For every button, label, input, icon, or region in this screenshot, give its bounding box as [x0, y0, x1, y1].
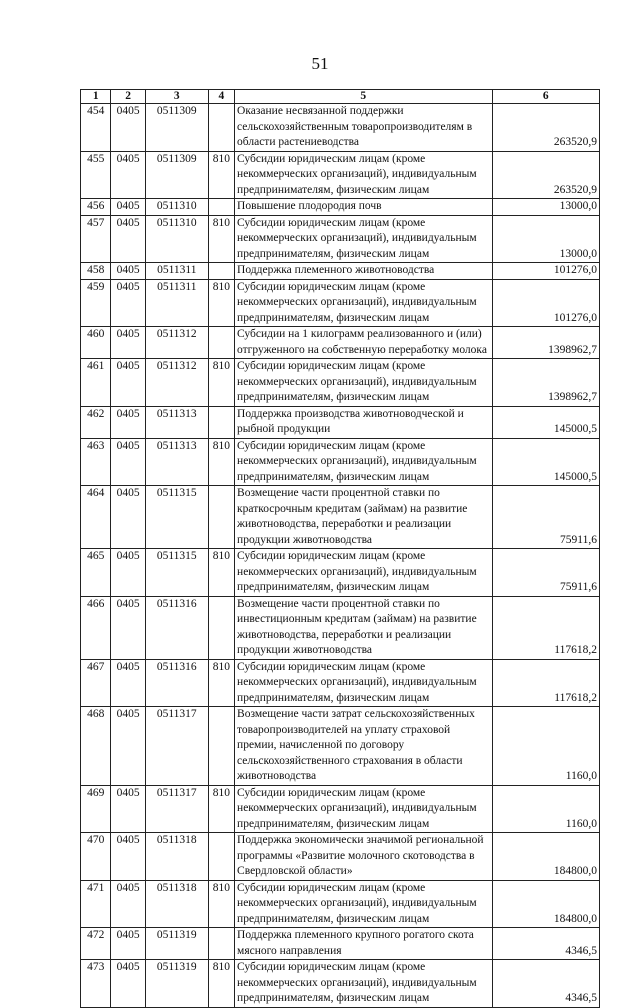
expense-type-cell: 810 — [208, 438, 234, 486]
table-row — [81, 151, 600, 199]
section-code-cell: 0405 — [111, 359, 145, 407]
target-article-cell: 0511313 — [145, 406, 208, 438]
table-row — [81, 707, 600, 786]
amount-cell: 1160,0 — [492, 785, 599, 833]
row-number-cell: 459 — [81, 279, 111, 327]
expense-type-cell — [208, 199, 234, 216]
row-number-cell: 460 — [81, 327, 111, 359]
target-article-cell: 0511318 — [145, 833, 208, 881]
expense-type-cell: 810 — [208, 359, 234, 407]
row-number-cell: 469 — [81, 785, 111, 833]
row-number-cell: 465 — [81, 549, 111, 597]
row-number-cell: 470 — [81, 833, 111, 881]
section-code-cell: 0405 — [111, 596, 145, 659]
column-header: 3 — [145, 90, 208, 104]
expense-type-cell — [208, 928, 234, 960]
amount-cell: 1398962,7 — [492, 327, 599, 359]
amount-cell: 184800,0 — [492, 833, 599, 881]
table-row — [81, 215, 600, 263]
expense-type-cell: 810 — [208, 279, 234, 327]
expense-type-cell — [208, 327, 234, 359]
section-code-cell: 0405 — [111, 659, 145, 707]
column-header: 1 — [81, 90, 111, 104]
amount-cell: 117618,2 — [492, 596, 599, 659]
description-cell: Возмещение части процентной ставки по краткосрочным кредитам (займам) на развитие животноводства, переработки и реализации продукции животноводства — [235, 486, 492, 549]
target-article-cell: 0511312 — [145, 327, 208, 359]
expense-type-cell — [208, 596, 234, 659]
expense-type-cell — [208, 707, 234, 786]
section-code-cell: 0405 — [111, 199, 145, 216]
target-article-cell: 0511311 — [145, 279, 208, 327]
target-article-cell: 0511313 — [145, 438, 208, 486]
description-cell: Субсидии юридическим лицам (кроме некоммерческих организаций), индивидуальным предпринимателям, физическим лицам — [235, 151, 492, 199]
target-article-cell: 0511316 — [145, 659, 208, 707]
description-cell: Субсидии юридическим лицам (кроме некоммерческих организаций), индивидуальным предпринимателям, физическим лицам — [235, 960, 492, 1008]
amount-cell: 4346,5 — [492, 928, 599, 960]
section-code-cell: 0405 — [111, 327, 145, 359]
column-header: 5 — [235, 90, 492, 104]
section-code-cell: 0405 — [111, 151, 145, 199]
amount-cell: 13000,0 — [492, 199, 599, 216]
section-code-cell: 0405 — [111, 104, 145, 152]
target-article-cell: 0511309 — [145, 104, 208, 152]
section-code-cell: 0405 — [111, 549, 145, 597]
table-row — [81, 438, 600, 486]
table-row — [81, 104, 600, 152]
row-number-cell: 461 — [81, 359, 111, 407]
amount-cell: 1160,0 — [492, 707, 599, 786]
description-cell: Субсидии юридическим лицам (кроме некоммерческих организаций), индивидуальным предпринимателям, физическим лицам — [235, 549, 492, 597]
row-number-cell: 462 — [81, 406, 111, 438]
row-number-cell: 467 — [81, 659, 111, 707]
description-cell: Поддержка экономически значимой региональной программы «Развитие молочного скотоводства в Свердловской области» — [235, 833, 492, 881]
expense-type-cell: 810 — [208, 659, 234, 707]
table-row — [81, 406, 600, 438]
row-number-cell: 472 — [81, 928, 111, 960]
amount-cell: 117618,2 — [492, 659, 599, 707]
table-body — [81, 104, 600, 1008]
description-cell: Оказание несвязанной поддержки сельскохозяйственным товаропроизводителям в области растениеводства — [235, 104, 492, 152]
expense-type-cell — [208, 263, 234, 280]
description-cell: Субсидии юридическим лицам (кроме некоммерческих организаций), индивидуальным предпринимателям, физическим лицам — [235, 659, 492, 707]
row-number-cell: 457 — [81, 215, 111, 263]
target-article-cell: 0511315 — [145, 549, 208, 597]
section-code-cell: 0405 — [111, 263, 145, 280]
expense-type-cell: 810 — [208, 549, 234, 597]
table-row — [81, 596, 600, 659]
description-cell: Субсидии юридическим лицам (кроме некоммерческих организаций), индивидуальным предпринимателям, физическим лицам — [235, 438, 492, 486]
table-row — [81, 263, 600, 280]
amount-cell: 101276,0 — [492, 263, 599, 280]
row-number-cell: 463 — [81, 438, 111, 486]
expense-type-cell: 810 — [208, 960, 234, 1008]
target-article-cell: 0511317 — [145, 785, 208, 833]
expense-type-cell — [208, 486, 234, 549]
section-code-cell: 0405 — [111, 279, 145, 327]
section-code-cell: 0405 — [111, 438, 145, 486]
description-cell: Повышение плодородия почв — [235, 199, 492, 216]
table-row — [81, 659, 600, 707]
amount-cell: 101276,0 — [492, 279, 599, 327]
target-article-cell: 0511319 — [145, 928, 208, 960]
target-article-cell: 0511316 — [145, 596, 208, 659]
amount-cell: 263520,9 — [492, 151, 599, 199]
description-cell: Поддержка племенного животноводства — [235, 263, 492, 280]
amount-cell: 184800,0 — [492, 880, 599, 928]
section-code-cell: 0405 — [111, 215, 145, 263]
target-article-cell: 0511315 — [145, 486, 208, 549]
target-article-cell: 0511319 — [145, 960, 208, 1008]
amount-cell: 145000,5 — [492, 406, 599, 438]
target-article-cell: 0511310 — [145, 215, 208, 263]
section-code-cell: 0405 — [111, 406, 145, 438]
expense-type-cell: 810 — [208, 785, 234, 833]
amount-cell: 1398962,7 — [492, 359, 599, 407]
row-number-cell: 468 — [81, 707, 111, 786]
amount-cell: 13000,0 — [492, 215, 599, 263]
table-header-row — [81, 90, 600, 104]
table-row — [81, 549, 600, 597]
row-number-cell: 471 — [81, 880, 111, 928]
target-article-cell: 0511311 — [145, 263, 208, 280]
row-number-cell: 454 — [81, 104, 111, 152]
description-cell: Субсидии юридическим лицам (кроме некоммерческих организаций), индивидуальным предпринимателям, физическим лицам — [235, 880, 492, 928]
column-header: 4 — [208, 90, 234, 104]
row-number-cell: 456 — [81, 199, 111, 216]
row-number-cell: 466 — [81, 596, 111, 659]
table-row — [81, 199, 600, 216]
table-row — [81, 327, 600, 359]
table-row — [81, 928, 600, 960]
row-number-cell: 458 — [81, 263, 111, 280]
target-article-cell: 0511312 — [145, 359, 208, 407]
description-cell: Субсидии на 1 килограмм реализованного и (или) отгруженного на собственную переработку молока — [235, 327, 492, 359]
table-row — [81, 359, 600, 407]
target-article-cell: 0511317 — [145, 707, 208, 786]
table-row — [81, 833, 600, 881]
section-code-cell: 0405 — [111, 928, 145, 960]
expense-type-cell: 810 — [208, 880, 234, 928]
amount-cell: 75911,6 — [492, 549, 599, 597]
description-cell: Субсидии юридическим лицам (кроме некоммерческих организаций), индивидуальным предпринимателям, физическим лицам — [235, 785, 492, 833]
section-code-cell: 0405 — [111, 960, 145, 1008]
amount-cell: 263520,9 — [492, 104, 599, 152]
expense-type-cell: 810 — [208, 151, 234, 199]
budget-table — [80, 89, 600, 1008]
target-article-cell: 0511310 — [145, 199, 208, 216]
description-cell: Субсидии юридическим лицам (кроме некоммерческих организаций), индивидуальным предпринимателям, физическим лицам — [235, 215, 492, 263]
description-cell: Субсидии юридическим лицам (кроме некоммерческих организаций), индивидуальным предпринимателям, физическим лицам — [235, 279, 492, 327]
amount-cell: 75911,6 — [492, 486, 599, 549]
section-code-cell: 0405 — [111, 785, 145, 833]
expense-type-cell — [208, 406, 234, 438]
column-header: 2 — [111, 90, 145, 104]
description-cell: Поддержка племенного крупного рогатого скота мясного направления — [235, 928, 492, 960]
table-row — [81, 279, 600, 327]
table-row — [81, 785, 600, 833]
amount-cell: 4346,5 — [492, 960, 599, 1008]
row-number-cell: 455 — [81, 151, 111, 199]
expense-type-cell — [208, 104, 234, 152]
page-number: 51 — [311, 54, 329, 73]
section-code-cell: 0405 — [111, 486, 145, 549]
table-row — [81, 960, 600, 1008]
section-code-cell: 0405 — [111, 707, 145, 786]
description-cell: Возмещение части затрат сельскохозяйственных товаропроизводителей на уплату страховой премии, начисленной по договору сельскохозяйственного страхования в области животноводства — [235, 707, 492, 786]
target-article-cell: 0511309 — [145, 151, 208, 199]
row-number-cell: 473 — [81, 960, 111, 1008]
table-row — [81, 486, 600, 549]
table-row — [81, 880, 600, 928]
row-number-cell: 464 — [81, 486, 111, 549]
description-cell: Поддержка производства животноводческой и рыбной продукции — [235, 406, 492, 438]
expense-type-cell: 810 — [208, 215, 234, 263]
amount-cell: 145000,5 — [492, 438, 599, 486]
expense-type-cell — [208, 833, 234, 881]
section-code-cell: 0405 — [111, 833, 145, 881]
description-cell: Субсидии юридическим лицам (кроме некоммерческих организаций), индивидуальным предпринимателям, физическим лицам — [235, 359, 492, 407]
target-article-cell: 0511318 — [145, 880, 208, 928]
column-header: 6 — [492, 90, 599, 104]
description-cell: Возмещение части процентной ставки по инвестиционным кредитам (займам) на развитие животноводства, переработки и реализации продукции животноводства — [235, 596, 492, 659]
section-code-cell: 0405 — [111, 880, 145, 928]
